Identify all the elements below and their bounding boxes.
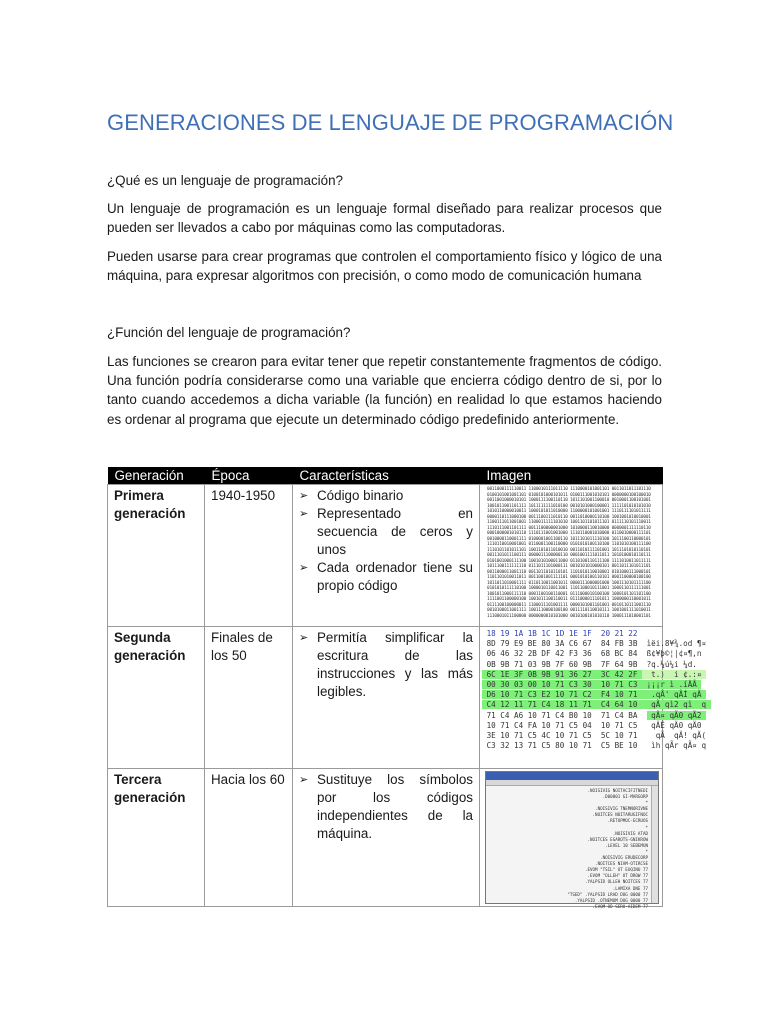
generation-image-cell	[480, 769, 663, 907]
question-what-is: ¿Qué es un lenguaje de programación?	[107, 173, 343, 188]
window-scrollbar	[651, 786, 658, 903]
characteristic-item: ➢ Cada ordenador tiene su propio código	[317, 559, 473, 595]
generation-epoch: 1940-1950	[205, 485, 293, 627]
source-code-screen-image: .NOISIVIG NOITACIFITNEDI .D00001 GI-MARGORP * .NOISIVIG TNEMNORIVNE .NOITCES NOITARUGIFNOC .RETUPMOC-ECRUOS * .NOISIVIG ATAD .NOITCES EGAROTS-GNIKROW .LEVEL 10 SEBEMUN * .NOISIVIG ERUDECORP .NOITCES NIAM-OTIRCSE .EVOM "TSIL" OT EUQINU 77 .EVOM "OLLEH" OT DROW 77 .YALPSID OLLEH NOITCES 77 .LAMIXA DNE 77 "TSED" .YALPSID LRAD DOG 0000 77 .YALPSID .OTNEMOM DOG 0000 77 .EVOM OD SERO-AIDEM 77	[485, 771, 659, 904]
binary-code-image: 0011000111110011 1100010111011110 1110000101001101 0011011011101110 0100101001001101 0100101000101011 0100111001010101 0000000100100010 0011001000010101 1000111100110110 1011101001100010 0010001100101001 1001011001101111 1011111111010100 0010101000100001 1111101010101010 1010110000010011 1000101011010000 1100000101001001 1110111101011111 0000110111000100 0011100111010110 0011010000110100 1001001010010001 1100111011001001 1100011111101010 1001101101011101 0111110101110011 1110111001101111 0011100000001000 1010000110010000 0000001111110110 0001000001010110 1110111001001000 1110110001010000 0110010000111101 0010000110001111 0100001001100110 1011101011110100 1011100110000101 1110110010001001 0110001100110000 0101010100110100 1101010100111100 1110101101011101 1001101011010010 0011010111101001 1011101010110101 0011101011100111 0000011100000110 0001001111011011 1010100010110111 0101001000111100 1001010100011000 0110100110111100 1111010011011111 1011100111111110 0111011101000111 0010101010000101 0011011101011101 0011000011001110 0011011010110101 1101010110010001 0101000111000101 1101101010011011 0011001001111101 0001010100110101 0001100000100100 1011011010001111 0110110011001011 0000111000001000 1001110101111100 0101010111110100 1000010110011001 1101100010111001 1000110111111001 1001011000111110 0001100100110001 0111000010100100 1000101101101100 1111001100000100 1001011100110011 0111000011101011 1000000110001011 0111100100000011 1100011101001111 0000101001101001 0010110111001110 0010100011001111 1001110000100100 0011110110010111 1001001111010011 1110001011100000 0000000010101000 0010100101010110 1000111010001101	[487, 487, 651, 619]
characteristic-item: ➢ Código binario	[317, 487, 473, 505]
generation-image-cell	[480, 485, 663, 627]
table-row	[108, 769, 663, 907]
hex-dump-image: 18 19 1A 1B 1C 1D 1E 1F 20 21 22 8D 79 E9 BE 80 3A C6 67 84 FB 3B ìëi.8¥¾.od ¶¤ 06 46 32 2B DF 42 F3 36 68 BC 84 ß¢¥þ©¦|¢¤¶,n 0B 9B 71 03 9B 7F 60 9B 7F 64 9B ?q.¼ú¼i ¼d. 6C 1E 3F 0B 9B 91 36 27 3C 42 2F t.) i ¢.:¤ 00 30 03 00 10 71 C3 30 10 71 C3 ¡¡¡r ì .íÄÃ D6 10 71 C3 E2 10 71 C2 F4 10 71 .qÄ' qÃÍ qÃ C4 12 11 71 C4 18 11 71 C4 64 10 qÃ qì2 qì q 71 C4 A6 10 71 C4 B0 10 71 C4 BA qÃ¤ qÃ0 qÃ2 10 71 C4 FA 10 71 C5 04 10 71 C5 qÄÊ qÄ0 qÄ0 3E 10 71 C5 4C 10 71 C5 5C 10 71 qÄ qÄ! qÄ( C3 32 13 71 C5 80 10 71 C5 BE 10 ìh qÃr qÃ¤ q	[482, 629, 711, 751]
paragraph-uses: Pueden usarse para crear programas que controlen el comportamiento físico y lógico de una máquina, para expresar algoritmos con precisión, o como modo de comunicación humana	[107, 249, 662, 284]
characteristic-item: ➢ Permitía simplificar la escritura de las instrucciones y las más legibles.	[317, 629, 473, 701]
generation-name: Tercera generación	[108, 769, 205, 907]
window-menu-bar	[486, 780, 658, 786]
generation-epoch: Hacia los 60	[205, 769, 293, 907]
header-generation: Generación	[108, 467, 205, 485]
header-characteristics: Características	[293, 467, 480, 485]
characteristic-item: ➢ Representado en secuencia de ceros y unos	[317, 505, 473, 559]
generation-characteristics	[293, 485, 480, 627]
table-header-row	[108, 467, 663, 485]
window-title-bar	[486, 772, 658, 780]
characteristic-item: ➢ Sustituye los símbolos por los códigos independientes de la máquina.	[317, 771, 473, 843]
question-function: ¿Función del lenguaje de programación?	[107, 325, 351, 340]
header-epoch: Época	[205, 467, 293, 485]
paragraph-definition: Un lenguaje de programación es un lenguaje formal diseñado para realizar procesos que pueden ser llevados a cabo por máquinas como las computadoras.	[107, 201, 662, 236]
generation-characteristics	[293, 769, 480, 907]
generation-image-cell	[480, 627, 711, 769]
generation-epoch: Finales de los 50	[205, 627, 293, 769]
page-title: GENERACIONES DE LENGUAJE DE PROGRAMACIÓN	[107, 110, 674, 135]
table-row	[108, 627, 663, 769]
generation-characteristics	[293, 627, 480, 769]
header-image: Imagen	[480, 467, 663, 485]
table-row	[108, 485, 663, 627]
generation-name: Segunda generación	[108, 627, 205, 769]
generations-table	[107, 467, 711, 909]
generation-name: Primera generación	[108, 485, 205, 627]
paragraph-functions: Las funciones se crearon para evitar tener que repetir constantemente fragmentos de código. Una función podría considerarse como una variable que encierra código dentro de si, por lo tanto cuando accedemos a dicha variable (la función) en realidad lo que estamos haciendo es ordenar al programa que ejecute un determinado código predefinido anteriormente.	[107, 354, 662, 427]
